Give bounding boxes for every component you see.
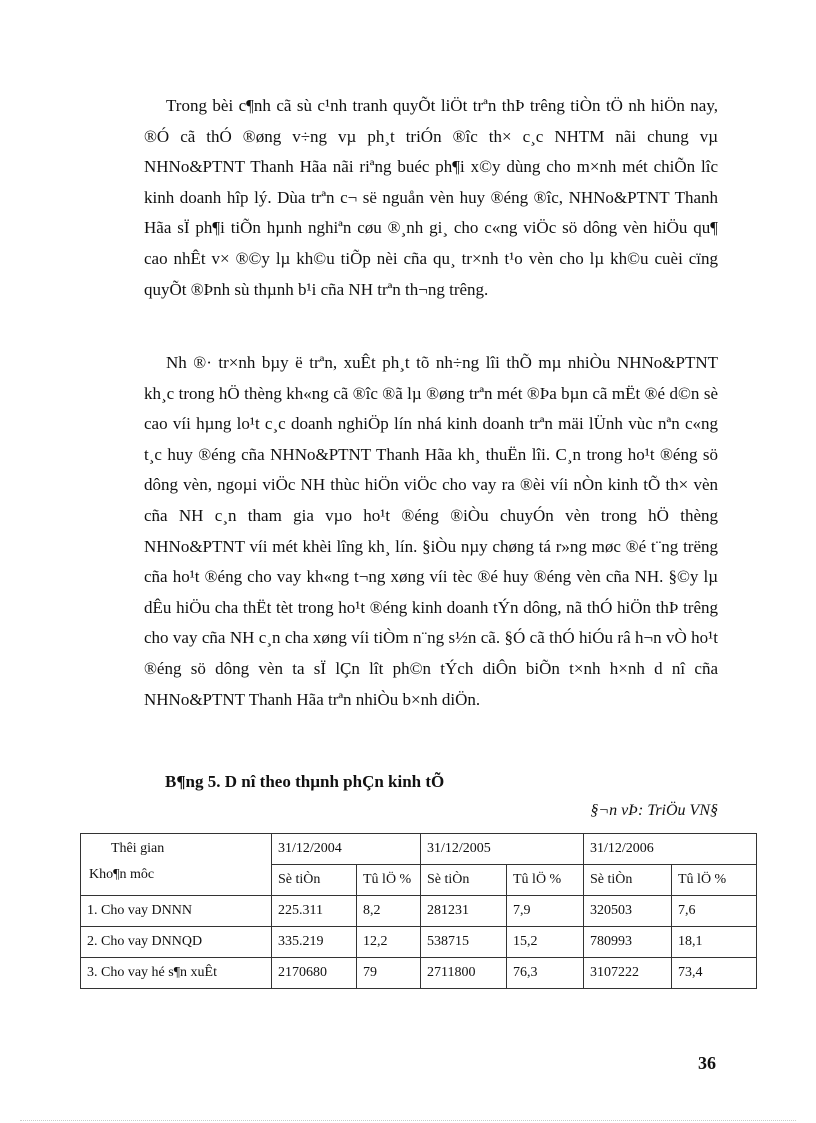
table-cell: 320503 xyxy=(584,896,672,927)
year-header: 31/12/2004 xyxy=(272,834,421,865)
table-cell: 225.311 xyxy=(272,896,357,927)
table-header-row-1 xyxy=(81,834,757,865)
table-cell: 335.219 xyxy=(272,927,357,958)
paragraph-1: Trong bèi c¶nh cã sù c¹nh tranh quyÕt liÖt trªn thÞ trêng tiÒn tÖ nh hiÖn nay, ®Ó cã thÓ ®øng v÷ng vµ ph¸t triÓn ®îc th× c¸c NHTM nãi chung vµ NHNo&PTNT Thanh Hãa nãi riªng buéc ph¶i x©y dùng cho m×nh mét chiÕn lîc kinh doanh hîp lý. Dùa trªn c¬ së nguån vèn huy ®éng ®îc, NHNo&PTNT Thanh Hãa sÏ ph¶i tiÕn hµnh nghiªn cøu ®¸nh gi¸ cho c«ng viÖc sö dông vèn hiÖu qu¶ cao nhÊt v× ®©y lµ kh©u tiÕp nèi cña qu¸ tr×nh t¹o vèn cho lµ kh©u cuèi cïng quyÕt ®Þnh sù thµnh b¹i cña NH trªn th¬ng trêng. xyxy=(144,96,718,299)
table-cell: 538715 xyxy=(421,927,507,958)
page-number: 36 xyxy=(698,1053,716,1073)
table-cell: 7,9 xyxy=(507,896,584,927)
subheader-cell: Sè tiÒn xyxy=(421,865,507,896)
row-label: 2. Cho vay DNNQD xyxy=(81,927,272,958)
subheader-cell: Sè tiÒn xyxy=(584,865,672,896)
header-corner-cell xyxy=(81,834,272,896)
paragraph-2: Nh ®· tr×nh bµy ë trªn, xuÊt ph¸t tõ nh÷ng lîi thÕ mµ nhiÒu NHNo&PTNT kh¸c trong hÖ thèng kh«ng cã ®îc ®ã lµ ®øng trªn mét ®Þa bµn cã mËt ®é d©n sè cao víi hµng lo¹t c¸c doanh nghiÖp lín nhá kinh doanh trªn mäi lÜnh vùc nªn c«ng t¸c huy ®éng cña NHNo&PTNT Thanh Hãa kh¸ thuËn lîi. C¸n trong ho¹t ®éng sö dông vèn, ngoµi viÖc NH thùc hiÖn viÖc cho vay ra ®èi víi nÒn kinh tÕ th× vèn cña NH c¸n tham gia vµo ho¹t ®éng ®iÒu chuyÓn vèn trong hÖ thèng NHNo&PTNT víi mét khèi lîng kh¸ lín. §iÒu nµy chøng tá r»ng møc ®é t¨ng trëng cña ho¹t ®éng cho vay kh«ng t¬ng xøng víi tèc ®é huy ®éng vèn cña NH. §©y lµ dÊu hiÖu cha thËt tèt trong ho¹t ®éng kinh doanh tÝn dông, nã thÓ hiÖn thÞ trêng cho vay cña NH c¸n cha xøng víi tiÒm n¨ng s½n cã. §Ó cã thÓ hiÓu râ h¬n vÒ ho¹t ®éng sö dông vèn ta sÏ lÇn lît ph©n tÝch diÔn biÕn t×nh h×nh d nî cña NHNo&PTNT Thanh Hãa trªn nhiÒu b×nh diÖn. xyxy=(144,353,718,709)
row-label: 3. Cho vay hé s¶n xuÊt xyxy=(81,958,272,989)
table-cell: 780993 xyxy=(584,927,672,958)
table-cell: 18,1 xyxy=(672,927,757,958)
data-table xyxy=(80,833,757,989)
table-cell: 79 xyxy=(357,958,421,989)
subheader-cell: Sè tiÒn xyxy=(272,865,357,896)
subheader-cell: Tû lÖ % xyxy=(507,865,584,896)
header-corner-title: Thêi gian xyxy=(111,841,165,856)
table-cell: 12,2 xyxy=(357,927,421,958)
table-row xyxy=(81,927,757,958)
table-cell: 76,3 xyxy=(507,958,584,989)
table-cell: 3107222 xyxy=(584,958,672,989)
table-cell: 2711800 xyxy=(421,958,507,989)
table-row xyxy=(81,958,757,989)
table-cell: 2170680 xyxy=(272,958,357,989)
year-header: 31/12/2006 xyxy=(584,834,757,865)
unit-note: §¬n vÞ: TriÖu VN§ xyxy=(590,802,718,819)
table-row xyxy=(81,896,757,927)
table-cell: 73,4 xyxy=(672,958,757,989)
header-corner-sub: Kho¶n môc xyxy=(89,867,155,882)
row-label: 1. Cho vay DNNN xyxy=(81,896,272,927)
year-header: 31/12/2005 xyxy=(421,834,584,865)
footer-divider xyxy=(20,1120,796,1121)
subheader-cell: Tû lÖ % xyxy=(357,865,421,896)
table-cell: 281231 xyxy=(421,896,507,927)
table-cell: 8,2 xyxy=(357,896,421,927)
table-caption: B¶ng 5. D nî theo thµnh phÇn kinh tÕ xyxy=(165,772,445,791)
table-cell: 7,6 xyxy=(672,896,757,927)
subheader-cell: Tû lÖ % xyxy=(672,865,757,896)
table-cell: 15,2 xyxy=(507,927,584,958)
